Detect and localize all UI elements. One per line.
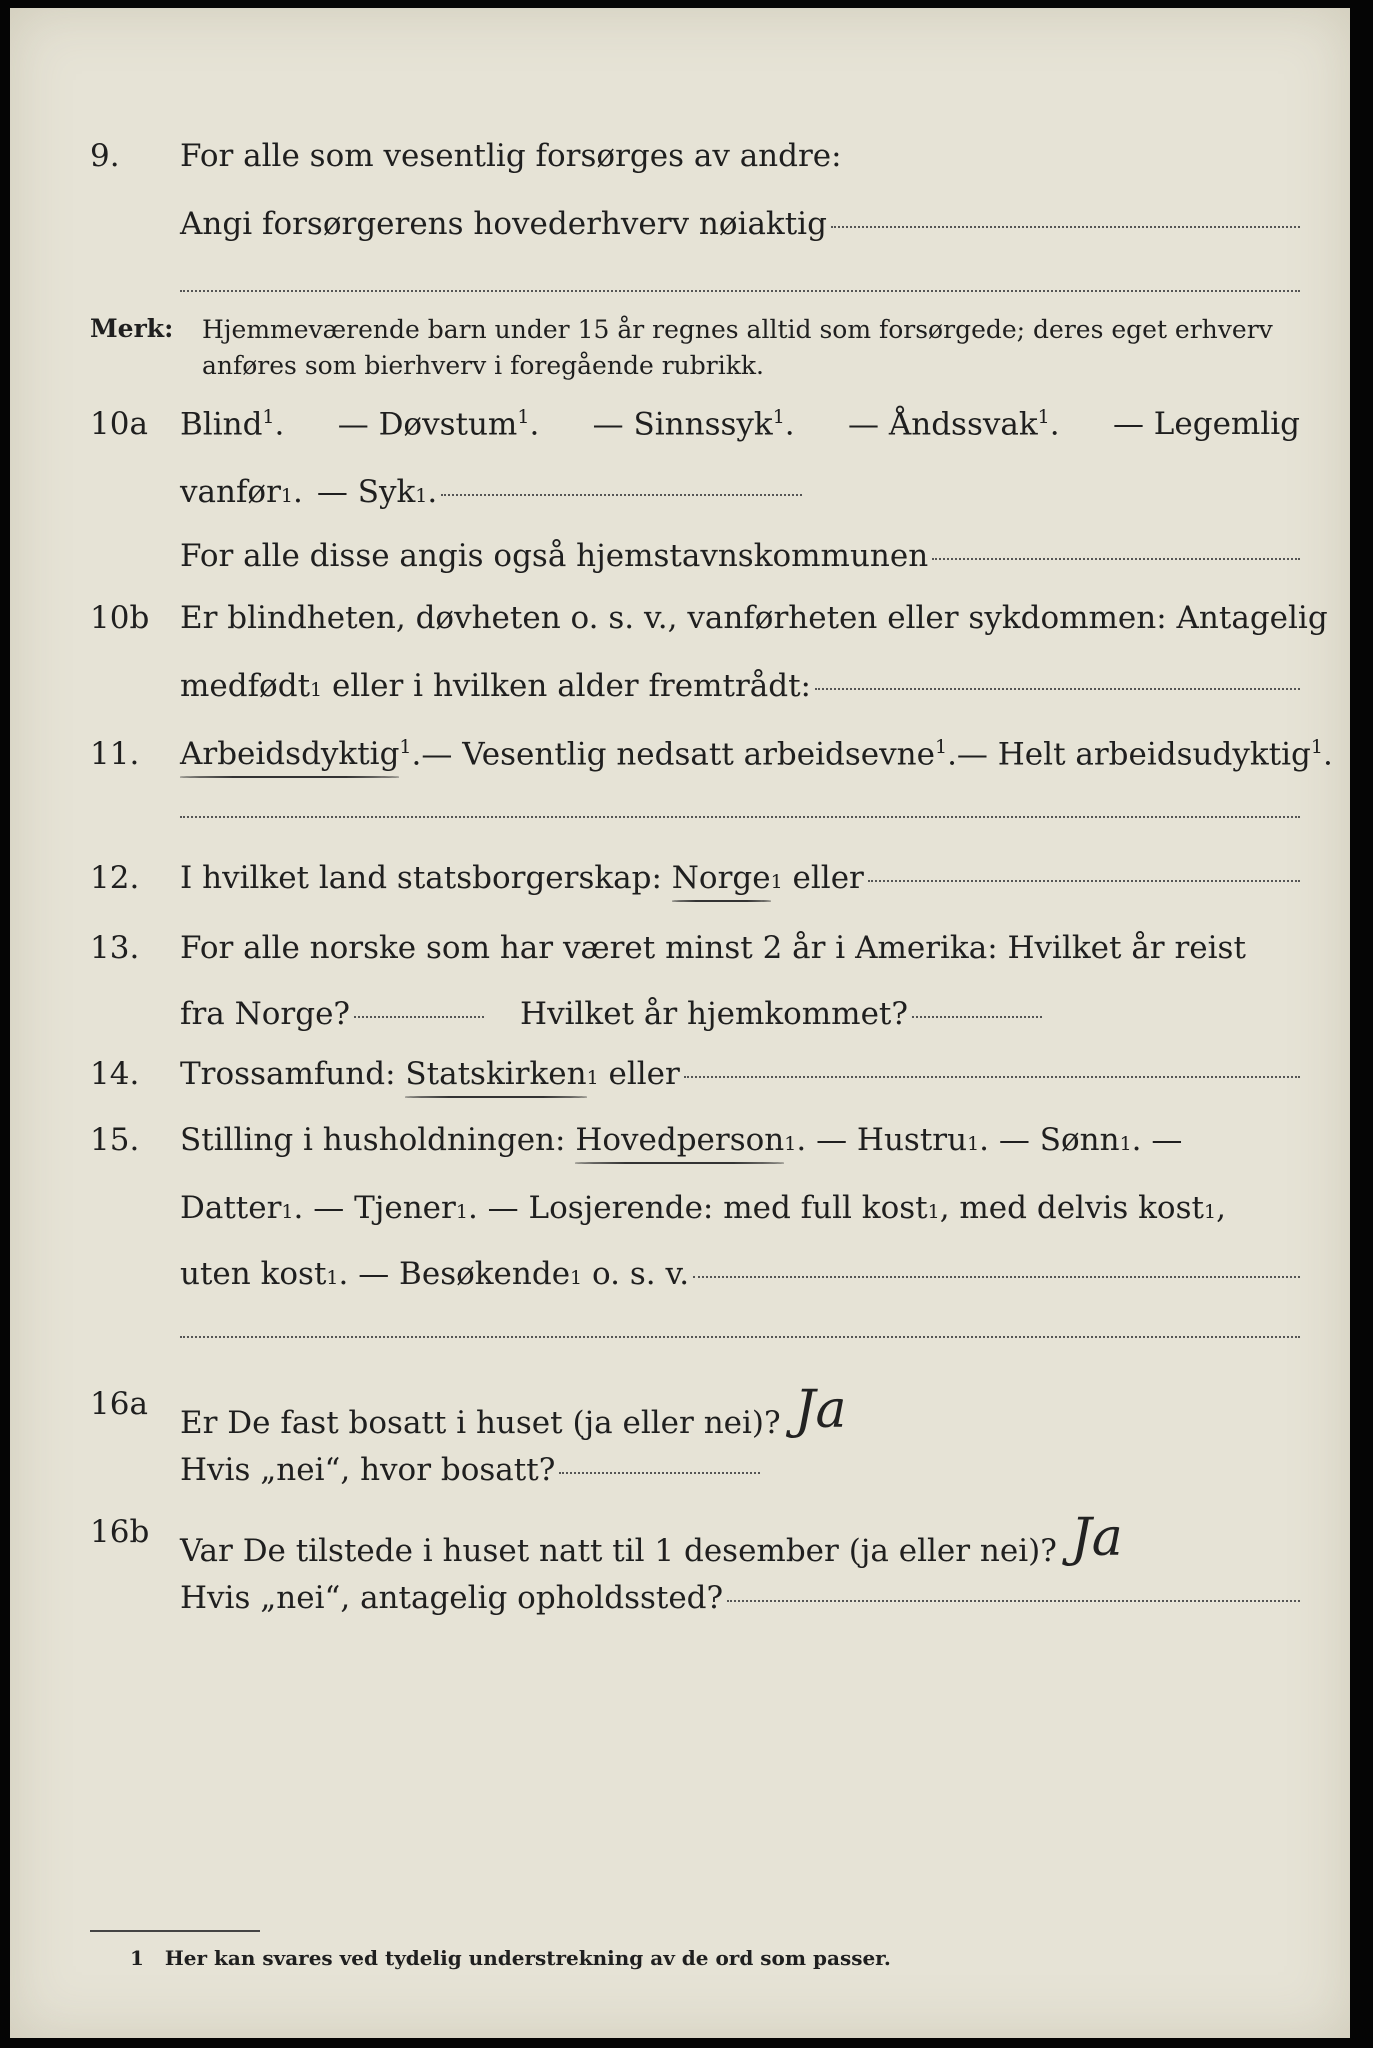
q15-stilling-field[interactable] bbox=[693, 1276, 1300, 1278]
q16a-handwritten-answer[interactable]: Ja bbox=[794, 1380, 847, 1440]
q16a-line1 bbox=[180, 1380, 1300, 1446]
q10b-line2: medfødt 1 eller i hvilken alder fremtrådt: bbox=[180, 668, 1300, 704]
merk-text: Hjemmeværende barn under 15 år regnes alltid som forsørgede; deres eget erhverv anføres som bierhverv i foregående rubrikk. bbox=[202, 315, 1273, 380]
q13-reist-field[interactable] bbox=[354, 1016, 484, 1018]
q14-number: 14. bbox=[90, 1056, 140, 1092]
q10b-text2: eller i hvilken alder fremtrådt: bbox=[322, 668, 811, 704]
opt-blind[interactable]: Blind bbox=[180, 406, 263, 443]
footnote bbox=[130, 1946, 891, 1970]
q15-line3: uten kost 1 . — Besøkende 1 o. s. v. bbox=[180, 1256, 1300, 1292]
opt-dovstum[interactable]: — Døvstum bbox=[337, 406, 518, 443]
opt-tjener[interactable]: . — Tjener bbox=[293, 1190, 456, 1226]
q13-text1: For alle norske som har været minst 2 år i Amerika: Hvilket år reist bbox=[180, 930, 1246, 966]
opt-vanfor[interactable]: vanfør bbox=[180, 474, 281, 510]
opt-delvis-kost[interactable]: , med delvis kost bbox=[939, 1190, 1204, 1226]
opt-syk[interactable]: — Syk bbox=[316, 474, 416, 510]
q10a-hjemstavn-field[interactable] bbox=[932, 558, 1300, 560]
q14-eller: eller bbox=[598, 1056, 680, 1092]
q9-line1 bbox=[180, 138, 1300, 174]
q10a-line3 bbox=[180, 538, 1300, 574]
q16a-text1: Er De fast bosatt i huset (ja eller nei)? bbox=[180, 1405, 781, 1441]
opt-nedsatt[interactable]: — Vesentlig nedsatt arbeidsevne bbox=[421, 736, 935, 773]
opt-legemlig[interactable]: — Legemlig bbox=[1112, 406, 1300, 443]
merk-label: Merk: bbox=[90, 314, 174, 343]
q13-hjem-label: Hvilket år hjemkommet? bbox=[520, 996, 909, 1032]
q15-line2: Datter 1 . — Tjener 1 . — Losjerende: med full kost 1 , med delvis kost 1 , bbox=[180, 1190, 1226, 1226]
q15-line1: Stilling i husholdningen: Hovedperson 1 . — Hustru 1 . — Sønn 1 . — bbox=[180, 1122, 1183, 1158]
q9-answer-line2[interactable] bbox=[180, 290, 1300, 292]
q11-answer-line[interactable] bbox=[180, 816, 1300, 818]
q16b-text2: Hvis „nei“, antagelig opholdssted? bbox=[180, 1580, 724, 1616]
q14-trossamfund-field[interactable] bbox=[684, 1076, 1300, 1078]
q12-line: I hvilket land statsborgerskap: Norge 1 eller bbox=[180, 860, 1300, 896]
q10a-line2: vanfør 1 . — Syk 1 . bbox=[180, 474, 802, 510]
footnote-rule bbox=[90, 1930, 260, 1932]
q10b-line1 bbox=[180, 600, 1328, 636]
q10b-text1: Er blindheten, døvheten o. s. v., vanførheten eller sykdommen: Antagelig bbox=[180, 600, 1328, 636]
q10b-alder-field[interactable] bbox=[815, 688, 1300, 690]
opt-norge[interactable]: Norge bbox=[671, 860, 771, 896]
footnote-mark: 1 bbox=[130, 1946, 144, 1970]
q16b-handwritten-answer[interactable]: Ja bbox=[1070, 1508, 1123, 1568]
q9-text1: For alle som vesentlig forsørges av andre: bbox=[180, 138, 842, 174]
opt-hovedperson[interactable]: Hovedperson bbox=[575, 1122, 785, 1158]
opt-full-kost[interactable]: . — Losjerende: med full kost bbox=[467, 1190, 928, 1226]
q16b-line2 bbox=[180, 1580, 1300, 1616]
q12-number: 12. bbox=[90, 860, 140, 896]
q16a-text2: Hvis „nei“, hvor bosatt? bbox=[180, 1452, 556, 1488]
q13-hjem-field[interactable] bbox=[912, 1016, 1042, 1018]
opt-arbeidsdyktig[interactable]: Arbeidsdyktig bbox=[180, 736, 400, 773]
q15-answer-line[interactable] bbox=[180, 1336, 1300, 1338]
q13-line1 bbox=[180, 930, 1300, 966]
census-form-page bbox=[10, 8, 1350, 2038]
q16a-line2 bbox=[180, 1452, 760, 1488]
q13-reist-label: fra Norge? bbox=[180, 996, 351, 1032]
q16a-bosatt-field[interactable] bbox=[559, 1472, 760, 1474]
opt-udyktig[interactable]: — Helt arbeidsudyktig bbox=[956, 736, 1311, 773]
q13-number: 13. bbox=[90, 930, 140, 966]
opt-uten-kost[interactable]: uten kost bbox=[180, 1256, 327, 1292]
q9-text2: Angi forsørgerens hovederhverv nøiaktig bbox=[180, 206, 827, 242]
q9-number: 9. bbox=[90, 138, 120, 174]
q11-line: Arbeidsdyktig$^1$. — Vesentlig nedsatt arbeidsevne$^1$. — Helt arbeidsudyktig$^1$. bbox=[180, 736, 1333, 773]
q10b-number: 10b bbox=[90, 600, 150, 636]
opt-andssvak[interactable]: — Åndssvak bbox=[848, 406, 1038, 443]
q16b-line1 bbox=[180, 1508, 1300, 1574]
opt-besokende[interactable]: . — Besøkende bbox=[338, 1256, 571, 1292]
q14-text: Trossamfund: bbox=[180, 1056, 406, 1092]
q11-number: 11. bbox=[90, 736, 140, 772]
opt-medfodt[interactable]: medfødt bbox=[180, 668, 311, 704]
q16b-number: 16b bbox=[90, 1514, 150, 1550]
q12-eller: eller bbox=[782, 860, 864, 896]
q10a-number: 10a bbox=[90, 406, 148, 442]
footnote-text: Her kan svares ved tydelig understrekning av de ord som passer. bbox=[164, 1946, 891, 1970]
q13-line2 bbox=[180, 996, 1300, 1032]
q9-line2 bbox=[180, 206, 1300, 242]
q14-line: Trossamfund: Statskirken 1 eller bbox=[180, 1056, 1300, 1092]
q9-answer-field[interactable] bbox=[831, 226, 1300, 228]
q12-land-field[interactable] bbox=[868, 880, 1300, 882]
opt-statskirken[interactable]: Statskirken bbox=[405, 1056, 587, 1092]
q10a-line1: Blind$^1$. — Døvstum$^1$. — Sinnssyk$^1$. — Åndssvak$^1$. — Legemlig bbox=[180, 406, 1300, 443]
q16a-number: 16a bbox=[90, 1386, 148, 1422]
q16b-text1: Var De tilstede i huset natt til 1 desember (ja eller nei)? bbox=[180, 1533, 1057, 1569]
q12-text: I hvilket land statsborgerskap: bbox=[180, 860, 672, 896]
opt-datter[interactable]: Datter bbox=[180, 1190, 282, 1226]
q15-text: Stilling i husholdningen: bbox=[180, 1122, 576, 1158]
q15-number: 15. bbox=[90, 1122, 140, 1158]
q10a-text3: For alle disse angis også hjemstavnskommunen bbox=[180, 538, 929, 574]
opt-hustru[interactable]: . — Hustru bbox=[796, 1122, 968, 1158]
opt-sonn[interactable]: . — Sønn bbox=[979, 1122, 1120, 1158]
q10a-syk-field[interactable] bbox=[441, 494, 802, 496]
opt-sinnssyk[interactable]: — Sinnssyk bbox=[592, 406, 773, 443]
q16b-opholdssted-field[interactable] bbox=[727, 1600, 1300, 1602]
